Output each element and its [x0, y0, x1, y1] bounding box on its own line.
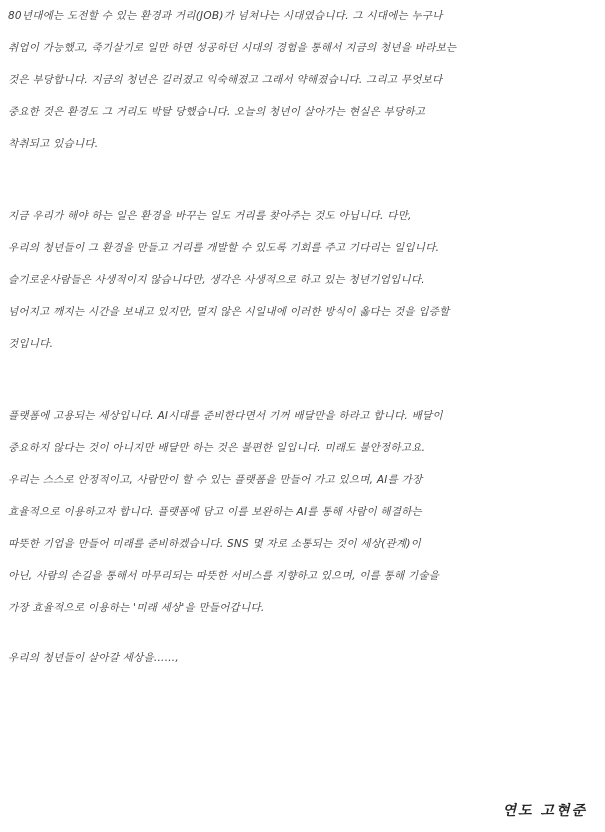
- letter-line-18: 우리의 청년들이 살아갈 세상을……,: [8, 652, 179, 664]
- letter-line-13: 우리는 스스로 안정적이고, 사람만이 할 수 있는 플랫폼을 만들어 가고 있으며, AI를 가장: [8, 474, 423, 486]
- letter-line-9: 넘어지고 깨지는 시간을 보내고 있지만, 멀지 않은 시일내에 이러한 방식이 옳다는 것을 입증할: [8, 306, 450, 318]
- letter-signature: 연도 고현준: [502, 803, 587, 819]
- letter-line-16: 아닌, 사람의 손길을 통해서 마무리되는 따뜻한 서비스를 지향하고 있으며, 이를 통해 기술을: [8, 570, 440, 582]
- letter-line-17: 가장 효율적으로 이용하는 '미래 세상'을 만들어갑니다.: [8, 602, 265, 614]
- letter-line-15: 따뜻한 기업을 만들어 미래를 준비하겠습니다. SNS 몇 자로 소통되는 것이 세상(관계)이: [8, 538, 422, 550]
- letter-line-2: 취업이 가능했고, 죽기살기로 일만 하면 성공하던 시대의 경험을 통해서 지금의 청년을 바라보는: [8, 42, 457, 54]
- letter-line-3: 것은 부당합니다. 지금의 청년은 길러졌고 익숙해졌고 그래서 약해졌습니다. 그리고 무엇보다: [8, 74, 443, 86]
- letter-line-10: 것입니다.: [8, 338, 54, 350]
- letter-line-5: 착취되고 있습니다.: [8, 138, 99, 150]
- letter-line-8: 슬기로운사람들은 사생적이지 않습니다만, 생각은 사생적으로 하고 있는 청년기업입니다.: [8, 274, 425, 286]
- letter-line-1: 80년대에는 도전할 수 있는 환경과 거리(JOB)가 넘쳐나는 시대였습니다. 그 시대에는 누구나: [8, 10, 443, 22]
- letter-line-14: 효율적으로 이용하고자 합니다. 플랫폼에 담고 이를 보완하는 AI를 통해 사람이 해결하는: [8, 506, 422, 518]
- letter-line-11: 플랫폼에 고용되는 세상입니다. AI시대를 준비한다면서 기꺼 배달만을 하라고 합니다. 배달이: [8, 410, 443, 422]
- letter-line-6: 지금 우리가 해야 하는 일은 환경을 바꾸는 일도 거리를 찾아주는 것도 아닙니다. 다만,: [8, 210, 412, 222]
- letter-line-4: 중요한 것은 환경도 그 거리도 박탈 당했습니다. 오늘의 청년이 살아가는 현실은 부당하고: [8, 106, 426, 118]
- letter-line-7: 우리의 청년들이 그 환경을 만들고 거리를 개발할 수 있도록 기회를 주고 기다리는 일입니다.: [8, 242, 440, 254]
- letter-line-12: 중요하지 않다는 것이 아니지만 배달만 하는 것은 불편한 일입니다. 미래도 불안정하고요.: [8, 442, 426, 454]
